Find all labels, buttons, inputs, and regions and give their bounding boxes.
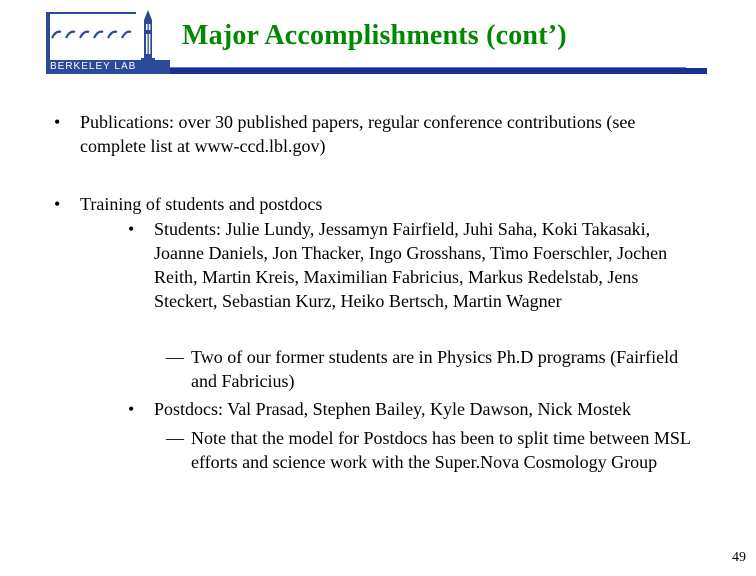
page-number: 49: [732, 550, 746, 565]
berkeley-lab-logo: [44, 8, 170, 76]
title-underline: [170, 68, 707, 74]
bullet-training: [54, 192, 694, 216]
bullet-publications: [54, 110, 694, 158]
bullet-text: Publications: over 30 published papers, regular conference contributions (see complete list at www-ccd.lbl.gov): [80, 112, 636, 156]
dash-item-postdoc-model: [166, 426, 716, 474]
sub-bullet-mark: •: [128, 399, 135, 419]
logo-text: BERKELEY LAB: [50, 61, 137, 72]
bullet-mark: •: [54, 112, 61, 132]
bullet-mark: •: [54, 194, 61, 214]
dash-item-phd-students: [166, 345, 686, 393]
bullet-text: Training of students and postdocs: [80, 194, 323, 214]
page-title: Major Accomplishments (cont’): [182, 20, 567, 51]
dash-mark: —: [166, 347, 184, 367]
sub-bullet-mark: •: [128, 219, 135, 239]
dash-mark: —: [166, 428, 184, 448]
sub-bullet-postdocs: [128, 397, 708, 421]
sub-bullet-text: Students: Julie Lundy, Jessamyn Fairfield, Juhi Saha, Koki Takasaki, Joanne Daniels, Jon Thacker, Ingo Grosshans, Timo Foerschler, Jochen Reith, Martin Kreis, Maximilian Fabricius, Markus Redelstab, Jens Steckert, Sebastian Kurz, Heiko Bertsch, Martin Wagner: [154, 219, 668, 311]
dash-text: Two of our former students are in Physics Ph.D programs (Fairfield and Fabricius): [191, 347, 679, 391]
dash-text: Note that the model for Postdocs has been to split time between MSL efforts and science work with the Super.Nova Cosmology Group: [191, 428, 691, 472]
sub-bullet-students: [128, 217, 688, 313]
sub-bullet-text: Postdocs: Val Prasad, Stephen Bailey, Kyle Dawson, Nick Mostek: [154, 399, 631, 419]
